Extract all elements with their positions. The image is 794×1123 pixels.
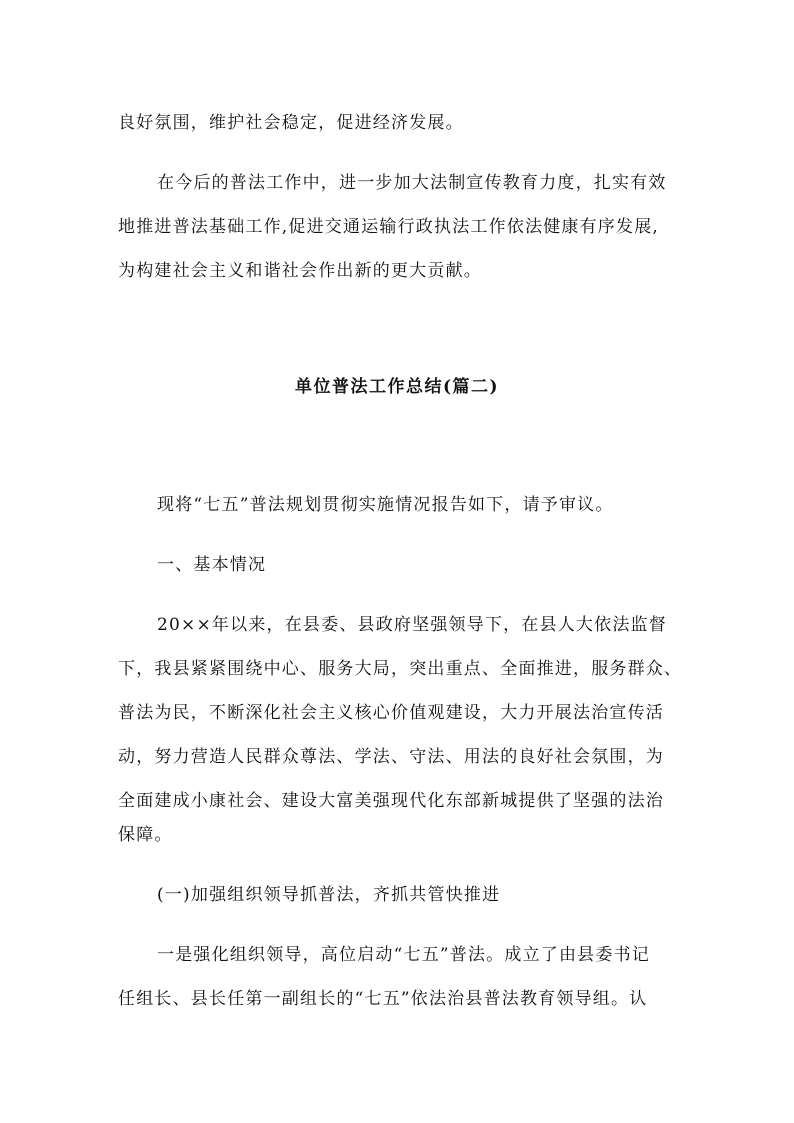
body-text-line: 任组长、县长任第一副组长的“七五”依法治县普法教育领导组。认 [118, 989, 648, 1009]
body-text-line: 为构建社会主义和谐社会作出新的更大贡献。 [118, 261, 482, 281]
body-text-line: 地推进普法基础工作,促进交通运输行政执法工作依法健康有序发展, [118, 217, 660, 237]
body-text-line: 动，努力营造人民群众尊法、学法、守法、用法的良好社会氛围，为 [118, 747, 664, 767]
body-text-line: 保障。 [118, 825, 173, 845]
subsection-heading: (一)加强组织领导抓普法，齐抓共管快推进 [157, 885, 501, 905]
body-text-line: 下，我县紧紧围绕中心、服务大局，突出重点、全面推进，服务群众、 [118, 659, 683, 679]
paragraph-first-line: 在今后的普法工作中，进一步加大法制宣传教育力度，扎实有效 [157, 173, 667, 193]
body-text-line: 全面建成小康社会、建设大富美强现代化东部新城提供了坚强的法治 [118, 791, 664, 811]
body-text-line: 普法为民，不断深化社会主义核心价值观建设，大力开展法治宣传活 [118, 703, 664, 723]
body-text-line: 良好氛围，维护社会稳定，促进经济发展。 [118, 113, 464, 133]
paragraph-first-line: 一是强化组织领导，高位启动“七五”普法。成立了由县委书记 [157, 945, 650, 965]
section-title: 单位普法工作总结(篇二) [294, 377, 500, 397]
section-heading: 一、基本情况 [157, 555, 267, 575]
paragraph-first-line: 20××年以来，在县委、县政府坚强领导下，在县人大依法监督 [157, 615, 667, 635]
paragraph-first-line: 现将“七五”普法规划贯彻实施情况报告如下，请予审议。 [157, 495, 614, 515]
